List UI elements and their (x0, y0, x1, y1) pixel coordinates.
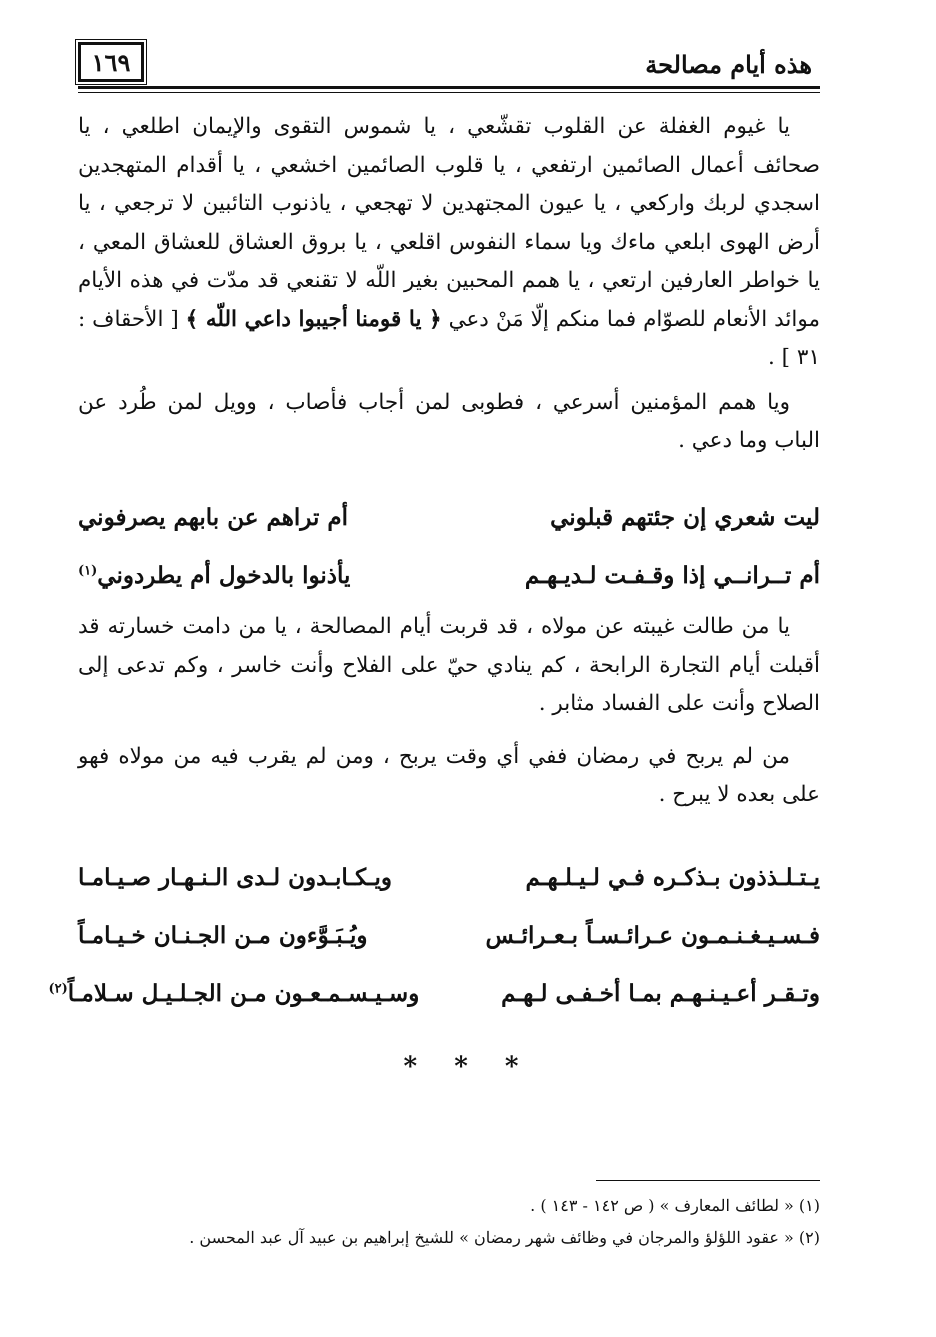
verse (48, 964, 820, 1022)
footnote-marker: (٢) (48, 980, 68, 996)
hemistich-text: وسـيـسـمـعـون مـن الجـلـيـل سـلامـاً (67, 979, 420, 1007)
section-separator: * * * (403, 1052, 533, 1082)
verse (78, 488, 820, 546)
paragraph-3: يا من طالت غيبته عن مولاه ، قد قربت أيام المصالحة ، يا من دامت خسارته قد أقبلت أيام التجارة الرابحة ، كم ينادي حيّ على الفلاح وأنت خاسر ، وكم تدعى إلى الصلاح وأنت على الفساد مثابر . (78, 614, 820, 716)
verse (78, 546, 820, 604)
hemistich-second (48, 979, 420, 1007)
hemistich-first: أم تــرانــي إذا وقـفـت لـديـهـم (524, 561, 820, 589)
hemistich-second (78, 562, 419, 589)
verse (78, 906, 820, 964)
hemistich-text: أم تراهم عن بابهم يصرفوني (78, 503, 349, 531)
quran-reference: [ الأحقاف : ٣١ ] . (78, 306, 820, 370)
footnotes (78, 1190, 820, 1254)
poem-2 (48, 848, 820, 1022)
hemistich-second (78, 864, 419, 891)
main-text-2 (78, 608, 820, 815)
hemistich-first: فـسـيـغـنـمـون عـرائـسـاً بـعـرائـس (485, 921, 820, 949)
footnote-1: (١) « لطائف المعارف » ( ص ١٤٢ - ١٤٣ ) . (530, 1196, 820, 1215)
paragraph-2: ويا همم المؤمنين أسرعي ، فطوبى لمن أجاب فأصاب ، وويل لمن طُرد عن الباب وما دعي . (78, 389, 820, 453)
hemistich-second (78, 504, 419, 531)
hemistich-text: يأذنوا بالدخول أم يطردوني (97, 561, 351, 589)
paragraph-4: من لم يربح في رمضان ففي أي وقت يربح ، ومن لم يقرب فيه من مولاه فهو على بعده لا يبرح . (78, 743, 820, 807)
hemistich-second (78, 922, 419, 949)
header-rule (78, 86, 820, 93)
main-text (78, 108, 820, 461)
hemistich-text: ويـكـابـدون لـدى الـنـهـار صـيـامـا (78, 863, 393, 891)
verse (78, 848, 820, 906)
footnote-marker: (١) (78, 562, 98, 578)
quran-quote: ﴿ يا قومنا أجيبوا داعي اللّه ﴾ (185, 306, 442, 332)
paragraph-1 (78, 108, 820, 378)
running-title: هذه أيام مصالحة (645, 50, 812, 79)
footnote-2: (٢) « عقود اللؤلؤ والمرجان في وظائف شهر رمضان » للشيخ إبراهيم بن عبيد آل عبد المحسن . (189, 1228, 820, 1247)
hemistich-text: ويُـبَـوَّءون مـن الجـنـان خـيـامـاً (78, 921, 368, 949)
page-header (78, 42, 820, 92)
paragraph-1-text: يا غيوم الغفلة عن القلوب تقشّعي ، يا شموس التقوى والإيمان اطلعي ، يا صحائف أعمال الصائمين ارتفعي ، يا قلوب الصائمين اخشعي ، يا أقدام المتهجدين اسجدي لربك واركعي ، يا عيون المجتهدين لا تهجعي ، ياذنوب التائبين لا ترجعي ، يا أرض الهوى ابلعي ماءك ويا سماء النفوس اقلعي ، يا بروق العشاق للعشاق المعي ، يا خواطر العارفين ارتعي ، يا همم المحبين بغير اللّه لا تقنعي قد مدّت في هذه الأيام موائد الأنعام للصوّام فما منكم إلّا مَنْ دعي (78, 114, 820, 332)
hemistich-first: ليت شعري إن جئتهم قبلوني (550, 503, 820, 531)
poem-1 (78, 488, 820, 604)
page-number: ١٦٩ (78, 42, 144, 82)
hemistich-first: وتـقـر أعـيـنـهـم بمـا أخـفـى لـهـم (501, 979, 820, 1007)
hemistich-first: يـتـلـذذون بـذكـره فـي لـيـلـهـم (525, 863, 820, 891)
footnote-rule (596, 1180, 820, 1181)
